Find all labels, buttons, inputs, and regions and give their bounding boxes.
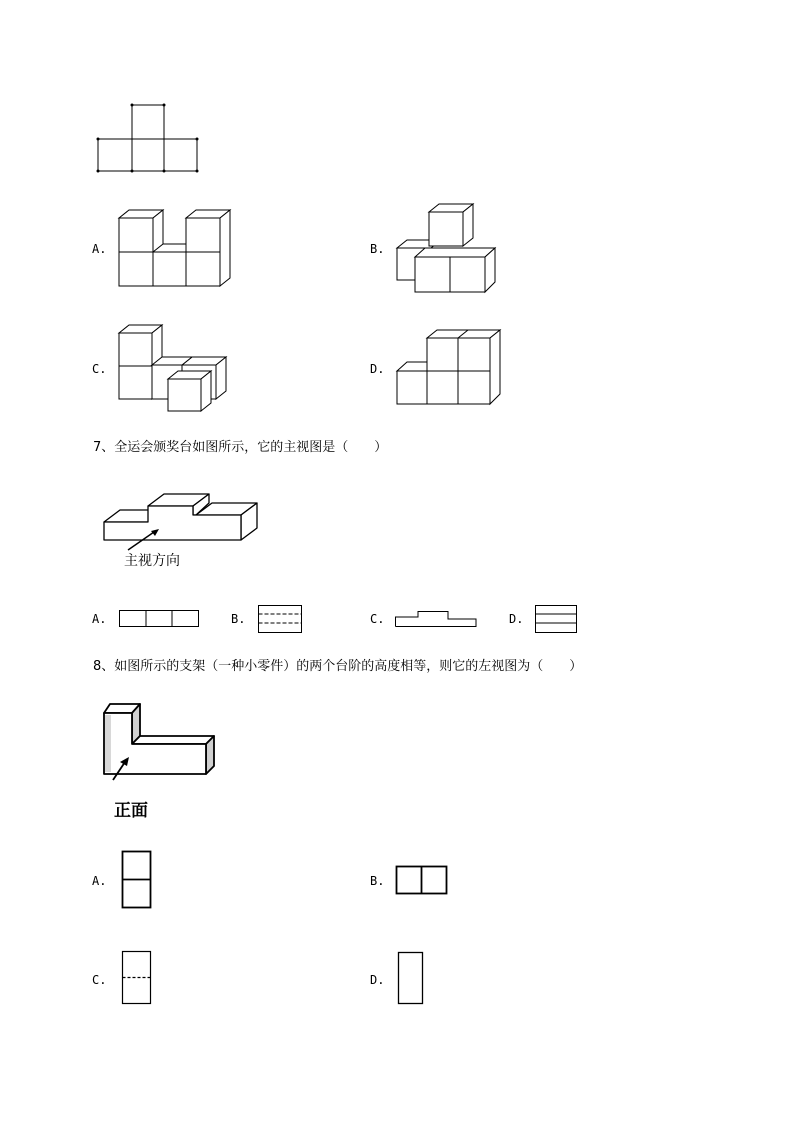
q6-view-figure xyxy=(96,102,202,174)
q6-option-d-label[interactable]: D. xyxy=(370,362,385,376)
q7-option-b-figure[interactable] xyxy=(257,604,303,634)
q8-front-arrow xyxy=(110,756,132,782)
q6-option-c-label[interactable]: C. xyxy=(92,362,107,376)
q7-option-a-label[interactable]: A. xyxy=(92,612,107,626)
q7-question-text: 7、全运会颁奖台如图所示，它的主视图是（ ） xyxy=(93,440,388,455)
q7-option-b-label[interactable]: B. xyxy=(231,612,246,626)
q7-option-d-label[interactable]: D. xyxy=(509,612,524,626)
q8-option-c-figure[interactable] xyxy=(121,950,153,1006)
q6-option-d-figure[interactable] xyxy=(396,328,502,408)
q8-question-text: 8、如图所示的支架（一种小零件）的两个台阶的高度相等，则它的左视图为（ ） xyxy=(93,659,583,674)
q8-option-b-figure[interactable] xyxy=(395,865,449,895)
q7-view-arrow xyxy=(126,528,166,552)
q7-option-a-figure[interactable] xyxy=(118,609,200,629)
q7-figure-caption: 主视方向 xyxy=(124,553,180,569)
q6-option-b-figure[interactable] xyxy=(396,202,500,296)
q6-option-b-label[interactable]: B. xyxy=(370,242,385,256)
q8-option-c-label[interactable]: C. xyxy=(92,973,107,987)
q8-option-a-figure[interactable] xyxy=(121,850,153,910)
q6-option-c-figure[interactable] xyxy=(118,322,230,414)
q7-option-d-figure[interactable] xyxy=(534,604,578,634)
q6-option-a-figure[interactable] xyxy=(118,208,234,288)
q8-figure-caption: 正面 xyxy=(114,801,148,821)
q7-option-c-figure[interactable] xyxy=(394,606,478,628)
q8-option-d-figure[interactable] xyxy=(397,951,425,1005)
q8-option-a-label[interactable]: A. xyxy=(92,874,107,888)
q8-option-d-label[interactable]: D. xyxy=(370,973,385,987)
q7-option-c-label[interactable]: C. xyxy=(370,612,385,626)
q8-option-b-label[interactable]: B. xyxy=(370,874,385,888)
q6-option-a-label[interactable]: A. xyxy=(92,242,107,256)
